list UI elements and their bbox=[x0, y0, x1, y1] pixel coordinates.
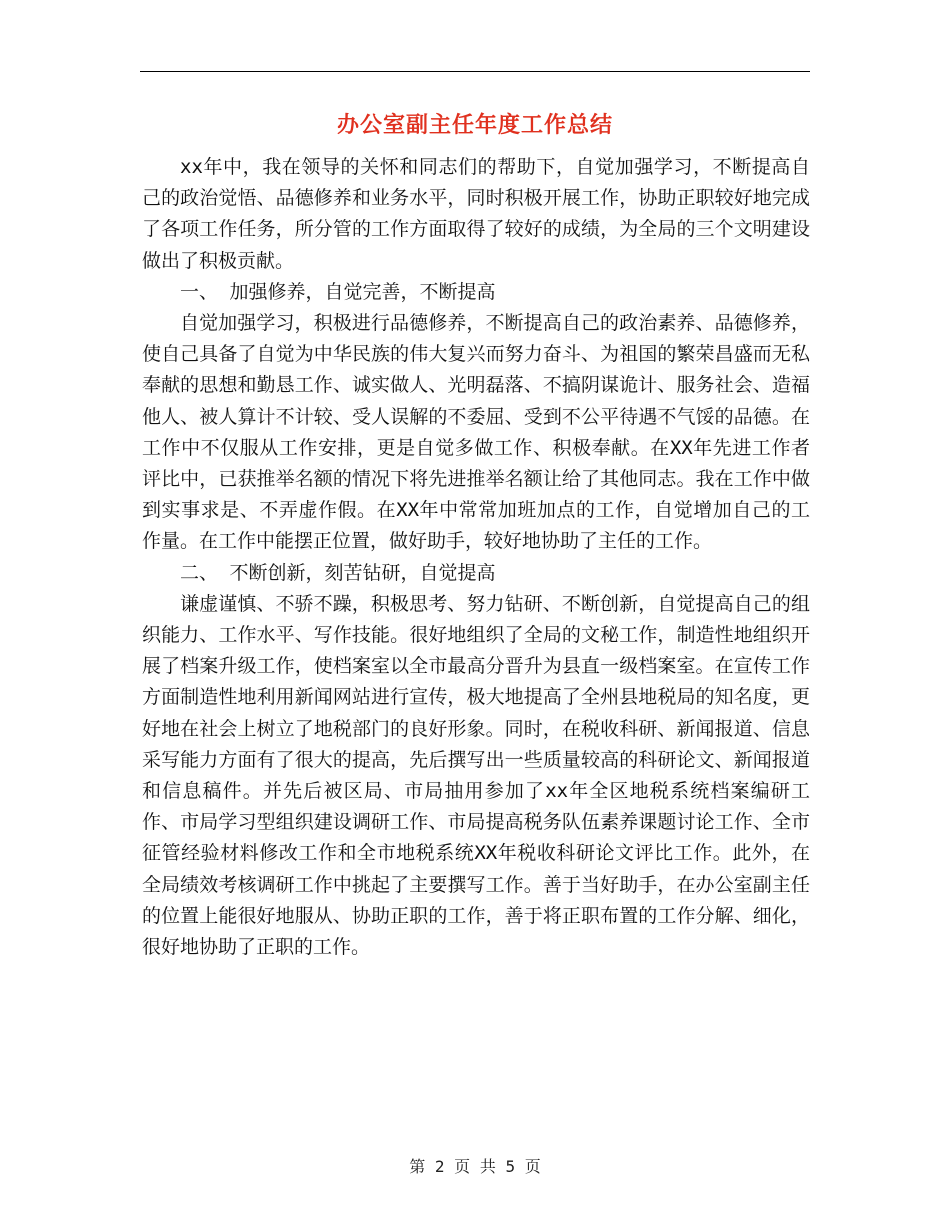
section-heading-2: 二、 不断创新，刻苦钻研，自觉提高 bbox=[180, 561, 496, 584]
intro-paragraph: xx年中，我在领导的关怀和同志们的帮助下，自觉加强学习，不断提高自己的政治觉悟、品德修养和业务水平，同时积极开展工作，协助正职较好地完成了各项工作任务，所分管的工作方面取得了较好的成绩，为全局的三个文明建设做出了积极贡献。 bbox=[142, 156, 810, 272]
section-heading-1: 一、 加强修养，自觉完善，不断提高 bbox=[180, 280, 496, 303]
document-title: 办公室副主任年度工作总结 bbox=[336, 112, 613, 138]
document-body bbox=[142, 152, 810, 963]
section-2-paragraph: 谦虚谨慎、不骄不躁，积极思考、努力钻研、不断创新，自觉提高自己的组织能力、工作水平、写作技能。很好地组织了全局的文秘工作，制造性地组织开展了档案升级工作，使档案室以全市最高分晋升为县直一级档案室。在宣传工作方面制造性地利用新闻网站进行宣传，极大地提高了全州县地税局的知名度，更好地在社会上树立了地税部门的良好形象。同时，在税收科研、新闻报道、信息采写能力方面有了很大的提高，先后撰写出一些质量较高的科研论文、新闻报道和信息稿件。并先后被区局、市局抽用参加了xx年全区地税系统档案编研工作、市局学习型组织建设调研工作、市局提高税务队伍素养课题讨论工作、全市征管经验材料修改工作和全市地税系统XX年税收科研论文评比工作。此外，在全局绩效考核调研工作中挑起了主要撰写工作。善于当好助手，在办公室副主任的位置上能很好地服从、协助正职的工作，善于将正职布置的工作分解、细化，很好地协助了正职的工作。 bbox=[142, 592, 810, 959]
section-1-paragraph: 自觉加强学习，积极进行品德修养，不断提高自己的政治素养、品德修养，使自己具备了自觉为中华民族的伟大复兴而努力奋斗、为祖国的繁荣昌盛而无私奉献的思想和勤恳工作、诚实做人、光明磊落、不搞阴谋诡计、服务社会、造福他人、被人算计不计较、受人误解的不委屈、受到不公平待遇不气馁的品德。在工作中不仅服从工作安排，更是自觉多做工作、积极奉献。在XX年先进工作者评比中，已获推举名额的情况下将先进推举名额让给了其他同志。我在工作中做到实事求是、不弄虚作假。在XX年中常常加班加点的工作，自觉增加自己的工作量。在工作中能摆正位置，做好助手，较好地协助了主任的工作。 bbox=[142, 312, 810, 553]
header-rule bbox=[140, 71, 810, 72]
page-number-footer: 第 2 页 共 5 页 bbox=[409, 1157, 541, 1176]
